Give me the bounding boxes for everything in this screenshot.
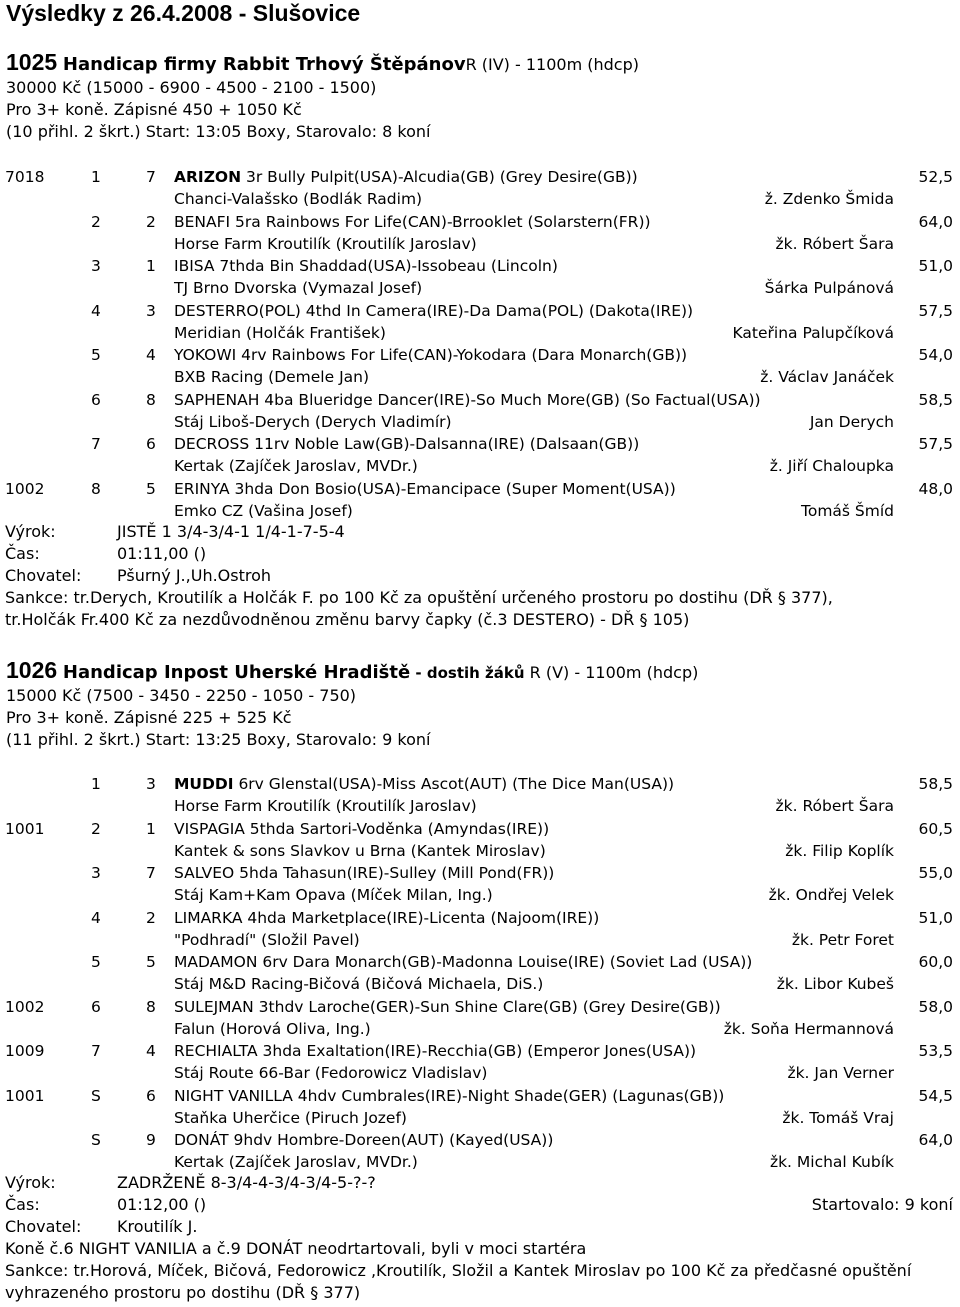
owner: Meridian (Holčák František) [174, 323, 386, 342]
result-row [0, 433, 960, 477]
placing: 1 [91, 775, 101, 793]
vyrok-label: Výrok: [5, 1173, 56, 1192]
race-subtitle: - dostih žáků [410, 664, 525, 682]
horse-details: IBISA 7thda Bin Shaddad(USA)-Issobeau (Lincoln) [174, 257, 558, 275]
horse-number: 1 [146, 257, 156, 275]
weight: 60,0 [918, 953, 953, 971]
weight: 57,5 [918, 301, 953, 320]
horse-number: 6 [146, 1086, 156, 1105]
owner: Stáj M&D Racing-Bičová (Bičová Michaela, DiS.) [174, 975, 544, 993]
horse-number: 4 [146, 1042, 156, 1060]
race-conditions: Pro 3+ koně. Zápisné 225 + 525 Kč [6, 708, 292, 727]
horse-name: MUDDI [174, 775, 234, 793]
weight: 64,0 [918, 1131, 953, 1149]
owner: Horse Farm Kroutilík (Kroutilík Jaroslav) [174, 797, 477, 815]
starters-note: Startovalo: 9 koní [811, 1195, 953, 1214]
horse-number: 2 [146, 908, 156, 927]
registration-number: 1001 [5, 1086, 45, 1105]
cas-value: 01:11,00 () [117, 544, 207, 563]
horse-number: 3 [146, 301, 156, 320]
owner: Stáj Kam+Kam Opava (Míček Milan, Ing.) [174, 886, 493, 904]
race-title-suffix: R (V) - 1100m (hdcp) [524, 663, 699, 682]
weight: 58,0 [918, 997, 953, 1016]
weight: 53,5 [918, 1042, 953, 1060]
jockey: žk. Tomáš Vraj [782, 1108, 894, 1127]
jockey: žk. Jan Verner [787, 1064, 894, 1082]
race-title-suffix: R (IV) - 1100m (hdcp) [465, 55, 639, 74]
cas-value: 01:12,00 () [117, 1195, 207, 1214]
jockey: žk. Ondřej Velek [768, 886, 894, 904]
placing: 1 [91, 168, 101, 186]
horse-info [174, 951, 752, 973]
result-row [0, 1085, 960, 1129]
owner: BXB Racing (Demele Jan) [174, 368, 370, 386]
jockey: Kateřina Palupčíková [732, 323, 894, 342]
weight: 64,0 [918, 212, 953, 231]
horse-details: MADAMON 6rv Dara Monarch(GB)-Madonna Louise(IRE) (Soviet Lad (USA)) [174, 953, 753, 971]
jockey: Šárka Pulpánová [764, 279, 894, 297]
owner: Staňka Uherčice (Piruch Jozef) [174, 1108, 407, 1127]
horse-details: VISPAGIA 5thda Sartori-Voděnka (Amyndas(IRE)) [174, 819, 550, 838]
registration-number: 7018 [5, 168, 45, 186]
result-row [0, 1040, 960, 1084]
horse-details: YOKOWI 4rv Rainbows For Life(CAN)-Yokodara (Dara Monarch(GB)) [174, 346, 688, 364]
horse-number: 8 [146, 997, 156, 1016]
horse-details: NIGHT VANILLA 4hdv Cumbrales(IRE)-Night Shade(GER) (Lagunas(GB)) [174, 1086, 725, 1105]
owner: Kertak (Zajíček Jaroslav, MVDr.) [174, 457, 418, 475]
weight: 51,0 [918, 257, 953, 275]
horse-number: 5 [146, 953, 156, 971]
result-row [0, 478, 960, 522]
owner: TJ Brno Dvorska (Vymazal Josef) [174, 279, 423, 297]
placing: 3 [91, 257, 101, 275]
placing: 3 [91, 864, 101, 882]
horse-info [174, 211, 651, 233]
placing: 6 [91, 997, 101, 1016]
weight: 48,0 [918, 479, 953, 498]
horse-number: 1 [146, 819, 156, 838]
horse-details: SULEJMAN 3thdv Laroche(GER)-Sun Shine Clare(GB) (Grey Desire(GB)) [174, 997, 721, 1016]
result-row [0, 1129, 960, 1173]
result-row [0, 862, 960, 906]
owner: Kantek & sons Slavkov u Brna (Kantek Miroslav) [174, 841, 546, 860]
horse-details: 3r Bully Pulpit(USA)-Alcudia(GB) (Grey Desire(GB)) [241, 168, 638, 186]
sankce-line-1: Sankce: tr.Derych, Kroutilík a Holčák F. po 100 Kč za opuštění určeného prostoru po dostihu (DŘ § 377), [5, 588, 833, 607]
chovatel-value: Pšurný J.,Uh.Ostroh [117, 566, 272, 585]
horse-info [174, 389, 761, 411]
result-row [0, 211, 960, 255]
jockey: žk. Michal Kubík [769, 1153, 894, 1171]
jockey: žk. Libor Kubeš [776, 975, 894, 993]
horse-number: 6 [146, 435, 156, 453]
horse-details: LIMARKA 4hda Marketplace(IRE)-Licenta (Najoom(IRE)) [174, 908, 600, 927]
result-row [0, 951, 960, 995]
placing: S [91, 1131, 101, 1149]
owner: Stáj Route 66-Bar (Fedorowicz Vladislav) [174, 1064, 488, 1082]
race-prize: 15000 Kč (7500 - 3450 - 2250 - 1050 - 750) [6, 686, 357, 705]
note-line: Koně č.6 NIGHT VANILIA a č.9 DONÁT neodrtartovali, byli v moci startéra [5, 1239, 587, 1258]
horse-info [174, 433, 639, 455]
result-row [0, 389, 960, 433]
page-title: Výsledky z 26.4.2008 - Slušovice [6, 0, 361, 26]
owner: "Podhradí" (Složil Pavel) [174, 930, 360, 949]
horse-number: 3 [146, 775, 156, 793]
registration-number: 1009 [5, 1042, 45, 1060]
horse-details: DONÁT 9hdv Hombre-Doreen(AUT) (Kayed(USA)) [174, 1131, 554, 1149]
horse-details: 6rv Glenstal(USA)-Miss Ascot(AUT) (The Dice Man(USA)) [233, 775, 675, 793]
result-row [0, 996, 960, 1040]
horse-info [174, 907, 599, 929]
horse-info [174, 862, 554, 884]
vyrok-label: Výrok: [5, 522, 56, 541]
jockey: žk. Soňa Hermannová [723, 1019, 894, 1038]
race-title: Handicap firmy Rabbit Trhový Štěpánov [62, 54, 466, 75]
horse-number: 7 [146, 864, 156, 882]
horse-info [174, 996, 721, 1018]
placing: 2 [91, 819, 101, 838]
weight: 58,5 [918, 390, 953, 409]
owner: Stáj Liboš-Derych (Derych Vladimír) [174, 412, 452, 431]
race-start-info: (10 přihl. 2 škrt.) Start: 13:05 Boxy, Starovalo: 8 koní [6, 122, 431, 141]
vyrok-value: ZADRŽENĚ 8-3/4-4-3/4-3/4-5-?-? [117, 1173, 376, 1192]
race-number: 1026 [6, 657, 58, 683]
horse-details: SAPHENAH 4ba Blueridge Dancer(IRE)-So Much More(GB) (So Factual(USA)) [174, 390, 761, 409]
horse-details: BENAFI 5ra Rainbows For Life(CAN)-Brrooklet (Solarstern(FR)) [174, 212, 651, 231]
horse-info [174, 1040, 696, 1062]
horse-details: SALVEO 5hda Tahasun(IRE)-Sulley (Mill Pond(FR)) [174, 864, 555, 882]
race-header-1025 [6, 50, 639, 77]
horse-number: 4 [146, 346, 156, 364]
weight: 51,0 [918, 908, 953, 927]
race-prize: 30000 Kč (15000 - 6900 - 4500 - 2100 - 1500) [6, 78, 377, 97]
horse-number: 7 [146, 168, 156, 186]
race-conditions: Pro 3+ koně. Zápisné 450 + 1050 Kč [6, 100, 302, 119]
weight: 52,5 [918, 168, 953, 186]
owner: Chanci-Valašsko (Bodlák Radim) [174, 190, 423, 208]
jockey: žk. Petr Foret [791, 930, 894, 949]
result-row [0, 255, 960, 299]
horse-number: 2 [146, 212, 156, 231]
placing: 5 [91, 346, 101, 364]
owner: Emko CZ (Vašina Josef) [174, 501, 353, 520]
race-title: Handicap Inpost Uherské Hradiště [62, 662, 411, 683]
weight: 54,0 [918, 346, 953, 364]
weight: 54,5 [918, 1086, 953, 1105]
sankce-line-2: tr.Holčák Fr.400 Kč za nezdůvodněnou změnu barvy čapky (č.3 DESTERO) - DŘ § 105) [5, 610, 690, 629]
weight: 57,5 [918, 435, 953, 453]
placing: 2 [91, 212, 101, 231]
horse-info [174, 773, 674, 795]
result-row [0, 818, 960, 862]
horse-details: RECHIALTA 3hda Exaltation(IRE)-Recchia(GB) (Emperor Jones(USA)) [174, 1042, 697, 1060]
placing: 6 [91, 390, 101, 409]
result-row [0, 166, 960, 210]
result-row [0, 773, 960, 817]
horse-details: DESTERRO(POL) 4thd In Camera(IRE)-Da Dama(POL) (Dakota(IRE)) [174, 301, 694, 320]
vyrok-value: JISTĚ 1 3/4-3/4-1 1/4-1-7-5-4 [117, 522, 345, 541]
chovatel-label: Chovatel: [5, 1217, 82, 1236]
horse-name: ARIZON [174, 168, 242, 186]
race-start-info: (11 přihl. 2 škrt.) Start: 13:25 Boxy, Starovalo: 9 koní [6, 730, 431, 749]
jockey: ž. Zdenko Šmida [764, 190, 894, 208]
horse-info [174, 1085, 724, 1107]
registration-number: 1002 [5, 997, 45, 1016]
cas-label: Čas: [5, 544, 40, 563]
cas-label: Čas: [5, 1195, 40, 1214]
placing: 7 [91, 1042, 101, 1060]
placing: 4 [91, 908, 101, 927]
horse-info [174, 300, 693, 322]
horse-info [174, 166, 638, 188]
result-row [0, 300, 960, 344]
placing: 5 [91, 953, 101, 971]
placing: S [91, 1086, 101, 1105]
horse-number: 8 [146, 390, 156, 409]
horse-info [174, 1129, 553, 1151]
result-row [0, 344, 960, 388]
horse-info [174, 255, 558, 277]
jockey: ž. Václav Janáček [760, 368, 894, 386]
sankce-line-2: vyhrazeného prostoru po dostihu (DŘ § 377) [5, 1283, 361, 1302]
horse-info [174, 478, 676, 500]
owner: Horse Farm Kroutilík (Kroutilík Jaroslav) [174, 234, 477, 253]
placing: 7 [91, 435, 101, 453]
registration-number: 1002 [5, 479, 45, 498]
jockey: žk. Róbert Šara [775, 234, 894, 253]
jockey: Jan Derych [809, 412, 894, 431]
jockey: Tomáš Šmíd [801, 501, 894, 520]
placing: 8 [91, 479, 101, 498]
horse-details: DECROSS 11rv Noble Law(GB)-Dalsanna(IRE) (Dalsaan(GB)) [174, 435, 640, 453]
weight: 58,5 [918, 775, 953, 793]
weight: 55,0 [918, 864, 953, 882]
result-row [0, 907, 960, 951]
sankce-line-1: Sankce: tr.Horová, Míček, Bičová, Fedorowicz ,Kroutilík, Složil a Kantek Miroslav po 100 Kč za předčasné opuštění [5, 1261, 912, 1280]
horse-info [174, 818, 549, 840]
registration-number: 1001 [5, 819, 45, 838]
chovatel-value: Kroutilík J. [117, 1217, 198, 1236]
horse-info [174, 344, 687, 366]
placing: 4 [91, 301, 101, 320]
jockey: ž. Jiří Chaloupka [769, 457, 894, 475]
race-number: 1025 [6, 49, 58, 75]
weight: 60,5 [918, 819, 953, 838]
horse-number: 5 [146, 479, 156, 498]
race-header-1026 [6, 658, 698, 685]
horse-details: ERINYA 3hda Don Bosio(USA)-Emancipace (Super Moment(USA)) [174, 479, 676, 498]
jockey: žk. Filip Koplík [785, 841, 894, 860]
chovatel-label: Chovatel: [5, 566, 82, 585]
horse-number: 9 [146, 1131, 156, 1149]
owner: Falun (Horová Oliva, Ing.) [174, 1019, 371, 1038]
jockey: žk. Róbert Šara [775, 797, 894, 815]
owner: Kertak (Zajíček Jaroslav, MVDr.) [174, 1153, 418, 1171]
